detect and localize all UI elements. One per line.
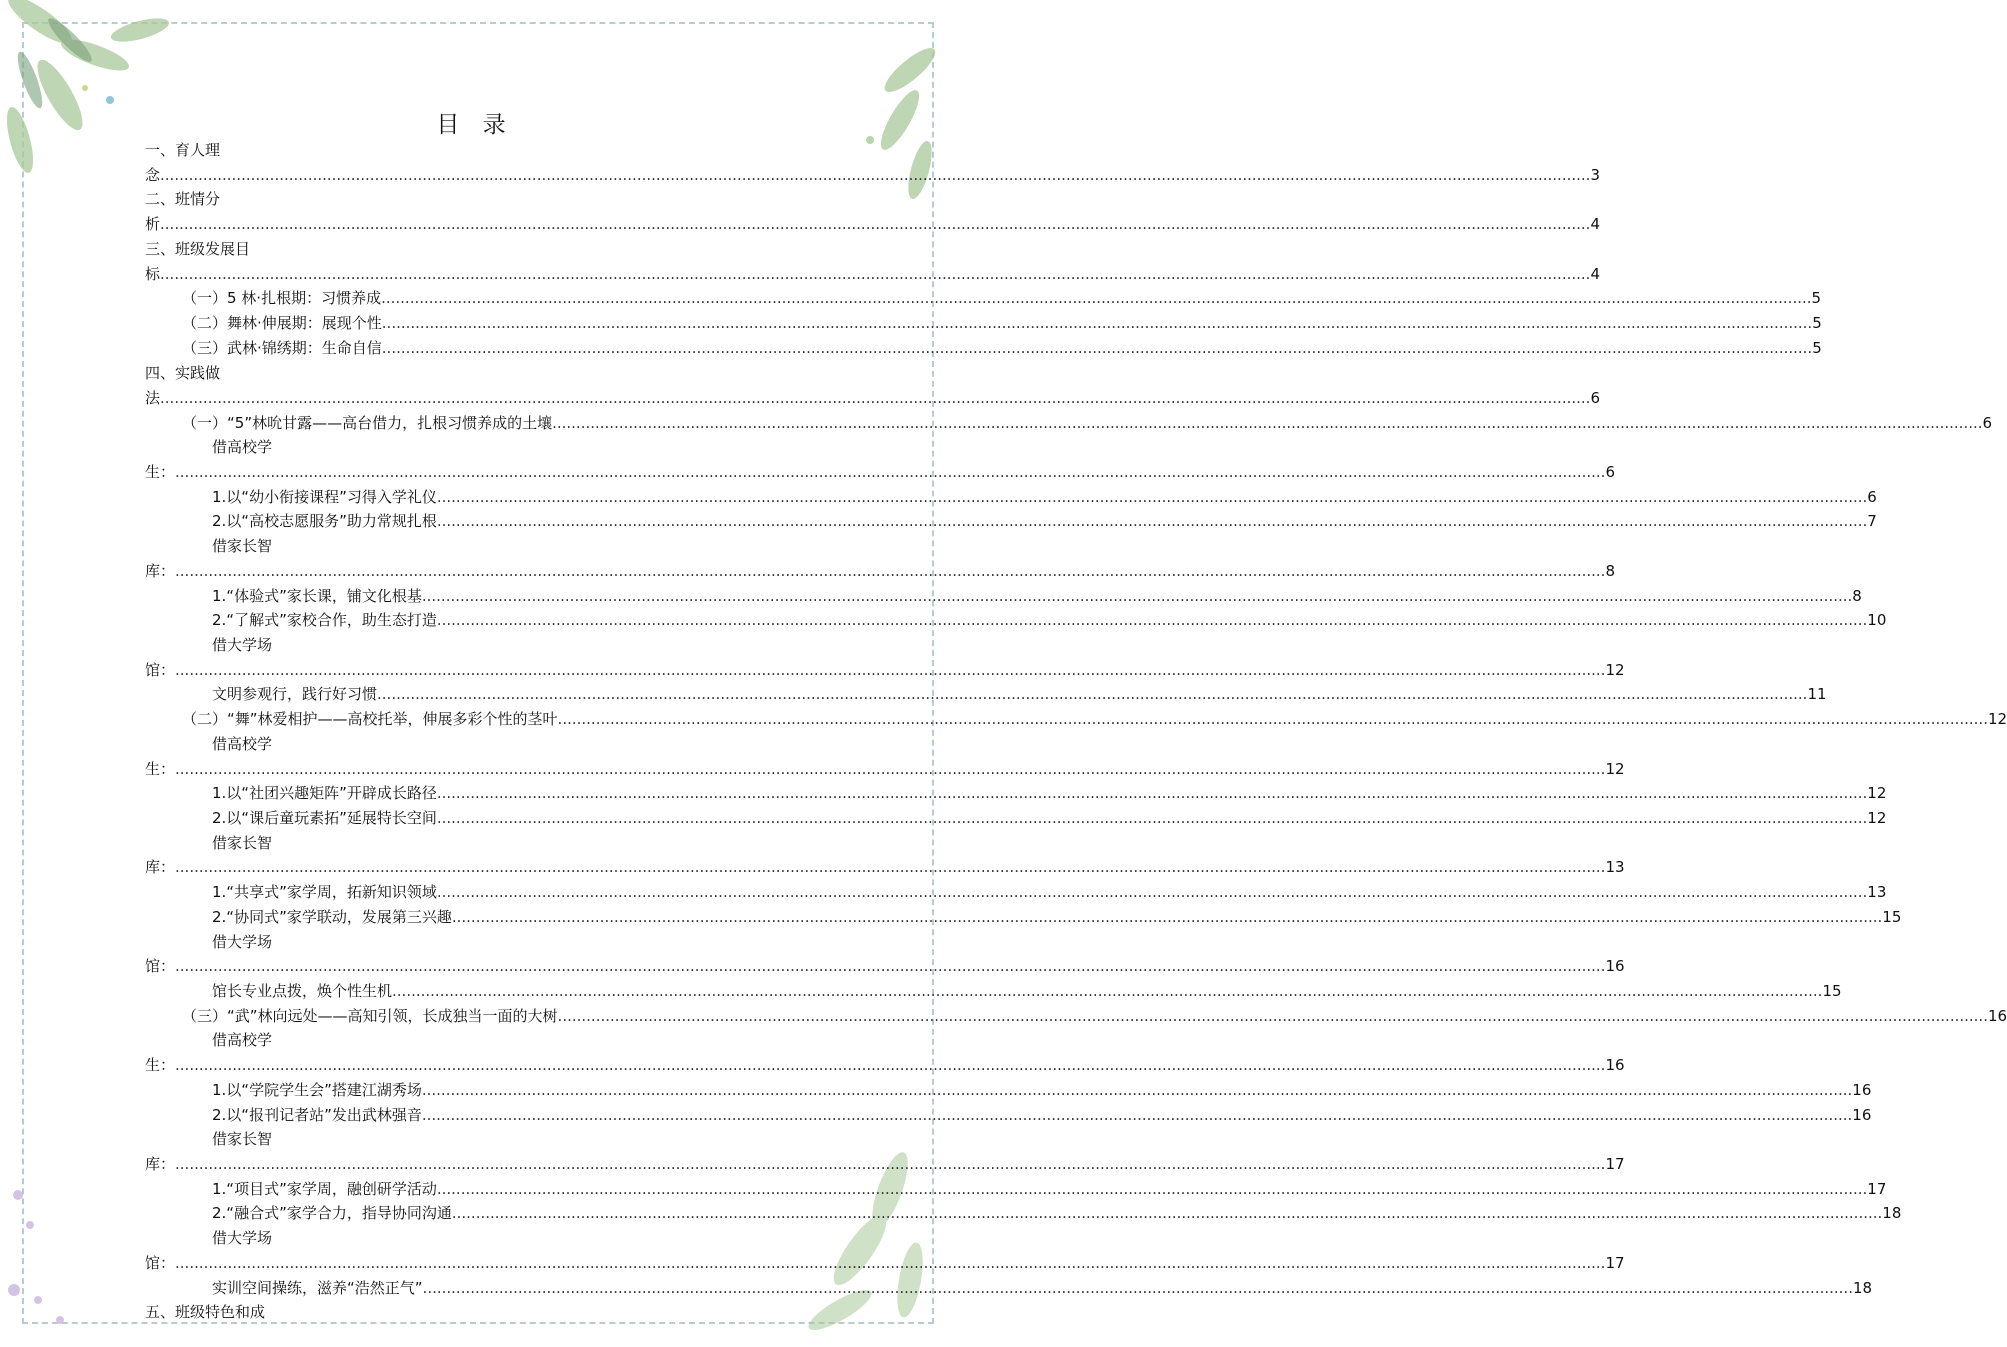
toc-entry[interactable] xyxy=(145,140,220,160)
toc-entry[interactable] xyxy=(145,1253,1625,1273)
toc-entry-title: 借家长智 xyxy=(212,834,273,852)
toc-entry-title: 借大学场 xyxy=(212,1229,273,1247)
toc-page-number: 16 xyxy=(1852,1081,1872,1099)
toc-leader-dots: ............................................................................................................................................................................................................................................................................................................ xyxy=(175,463,1606,481)
toc-page-number: 17 xyxy=(1867,1180,1887,1198)
toc-entry-title: 1.“项目式”家学周，融创研学活动 xyxy=(212,1180,437,1198)
toc-entry[interactable] xyxy=(212,1278,1873,1298)
toc-entry-title: 库： xyxy=(145,562,176,580)
toc-entry[interactable] xyxy=(145,1055,1625,1075)
toc-entry-title: 1.以“学院学生会”搭建江湖秀场 xyxy=(212,1081,422,1099)
toc-entry-title: 馆长专业点拨，焕个性生机 xyxy=(212,982,393,1000)
toc-leader-dots: ............................................................................................................................................................................................................................................................................................................ xyxy=(421,1106,1853,1124)
toc-entry[interactable] xyxy=(182,413,1993,433)
toc-entry[interactable] xyxy=(212,833,272,853)
toc-entry[interactable] xyxy=(212,1179,1887,1199)
toc-leader-dots: ............................................................................................................................................................................................................................................................................................................ xyxy=(557,1007,1988,1025)
toc-entry-title: 馆： xyxy=(145,1254,176,1272)
toc-entry[interactable] xyxy=(145,956,1625,976)
toc-entry[interactable] xyxy=(145,462,1615,482)
toc-entry-title: 三、班级发展目 xyxy=(145,240,251,258)
toc-entry[interactable] xyxy=(212,511,1877,531)
toc-leader-dots: ............................................................................................................................................................................................................................................................................................................ xyxy=(421,1081,1853,1099)
toc-entry-title: 借高校学 xyxy=(212,438,273,456)
toc-entry[interactable] xyxy=(212,536,272,556)
toc-page-number: 6 xyxy=(1867,488,1877,506)
toc-page-number: 17 xyxy=(1605,1254,1625,1272)
toc-page-number: 13 xyxy=(1867,883,1887,901)
toc-entry[interactable] xyxy=(212,734,272,754)
toc-leader-dots: ............................................................................................................................................................................................................................................................................................................ xyxy=(436,488,1868,506)
toc-entry-title: 一、育人理 xyxy=(145,141,221,159)
toc-entry[interactable] xyxy=(212,1080,1872,1100)
toc-entry[interactable] xyxy=(145,759,1625,779)
toc-entry-title: 借大学场 xyxy=(212,933,273,951)
toc-entry[interactable] xyxy=(145,1154,1625,1174)
toc-entry[interactable] xyxy=(212,808,1887,828)
toc-entry-title: （三）武林·锦绣期：生命自信 xyxy=(182,339,382,357)
toc-entry[interactable] xyxy=(182,1006,2007,1026)
toc-entry-title: 生： xyxy=(145,1056,176,1074)
toc-page-number: 18 xyxy=(1852,1279,1873,1297)
toc-entry-title: 馆： xyxy=(145,957,176,975)
toc-leader-dots: ............................................................................................................................................................................................................................................................................................................ xyxy=(557,710,1988,728)
toc-leader-dots: ............................................................................................................................................................................................................................................................................................................ xyxy=(175,858,1606,876)
toc-entry[interactable] xyxy=(212,635,272,655)
toc-entry-title: 2.以“报刊记者站”发出武林强音 xyxy=(212,1106,422,1124)
toc-page-number: 6 xyxy=(1605,463,1615,481)
toc-leader-dots: ............................................................................................................................................................................................................................................................................................................ xyxy=(175,1056,1606,1074)
toc-entry-title: 2.“协同式”家学联动，发展第三兴趣 xyxy=(212,908,452,926)
toc-page-number: 10 xyxy=(1867,611,1887,629)
toc-leader-dots: ............................................................................................................................................................................................................................................................................................................ xyxy=(436,883,1868,901)
toc-page-number: 13 xyxy=(1605,858,1625,876)
toc-leader-dots: ............................................................................................................................................................................................................................................................................................................ xyxy=(175,1155,1606,1173)
toc-leader-dots: ............................................................................................................................................................................................................................................................................................................ xyxy=(436,784,1868,802)
toc-page-number: 12 xyxy=(1867,809,1887,827)
toc-entry[interactable] xyxy=(212,882,1887,902)
toc-entry-title: 1.“共享式”家学周，拓新知识领域 xyxy=(212,883,437,901)
toc-entry[interactable] xyxy=(145,1302,265,1322)
toc-entry[interactable] xyxy=(145,388,1600,408)
toc-entry[interactable] xyxy=(212,437,272,457)
toc-leader-dots: ............................................................................................................................................................................................................................................................................................................ xyxy=(421,587,1853,605)
toc-entry-title: 2.以“高校志愿服务”助力常规扎根 xyxy=(212,512,437,530)
toc-entry-title: 借家长智 xyxy=(212,1130,273,1148)
toc-entry[interactable] xyxy=(182,338,1822,358)
toc-leader-dots: ............................................................................................................................................................................................................................................................................................................ xyxy=(436,1180,1868,1198)
toc-entry[interactable] xyxy=(145,857,1625,877)
toc-entry-title: 念 xyxy=(145,166,161,184)
toc-leader-dots: ............................................................................................................................................................................................................................................................................................................ xyxy=(436,512,1868,530)
toc-page-number: 4 xyxy=(1590,265,1600,283)
toc-entry[interactable] xyxy=(212,487,1877,507)
toc-leader-dots: ............................................................................................................................................................................................................................................................................................................ xyxy=(436,611,1868,629)
toc-page-number: 12 xyxy=(1867,784,1887,802)
toc-page-number: 6 xyxy=(1982,414,1993,432)
toc-entry[interactable] xyxy=(212,1203,1902,1223)
toc-entry-title: 2.以“课后童玩素拓”延展特长空间 xyxy=(212,809,437,827)
toc-entry[interactable] xyxy=(145,363,220,383)
toc-page-number: 5 xyxy=(1812,314,1822,332)
toc-entry-title: 文明参观行，践行好习惯 xyxy=(212,685,378,703)
toc-entry-title: （一）“5”林吮甘露——高台借力，扎根习惯养成的土壤 xyxy=(182,414,553,432)
toc-entry[interactable] xyxy=(145,165,1600,185)
toc-leader-dots: ............................................................................................................................................................................................................................................................................................................ xyxy=(381,314,1813,332)
toc-page-number: 8 xyxy=(1852,587,1862,605)
toc-leader-dots: ............................................................................................................................................................................................................................................................................................................ xyxy=(451,908,1883,926)
toc-entry-title: （三）“武”林向远处——高知引领，长成独当一面的大树 xyxy=(182,1007,558,1025)
toc-page-number: 15 xyxy=(1882,908,1902,926)
toc-entry[interactable] xyxy=(212,907,1902,927)
toc-entry[interactable] xyxy=(212,1228,272,1248)
toc-page-number: 11 xyxy=(1807,685,1827,703)
toc-entry-title: 五、班级特色和成 xyxy=(145,1303,266,1321)
toc-entry-title: 借高校学 xyxy=(212,735,273,753)
toc-leader-dots: ............................................................................................................................................................................................................................................................................................................ xyxy=(160,389,1591,407)
toc-entry[interactable] xyxy=(145,561,1615,581)
toc-page-number: 6 xyxy=(1590,389,1600,407)
toc-entry-title: 标 xyxy=(145,265,161,283)
toc-page-number: 15 xyxy=(1822,982,1842,1000)
toc-leader-dots: ............................................................................................................................................................................................................................................................................................................ xyxy=(160,166,1591,184)
toc-entry[interactable] xyxy=(212,610,1887,630)
toc-entry[interactable] xyxy=(212,783,1887,803)
toc-entry[interactable] xyxy=(145,660,1625,680)
toc-entry[interactable] xyxy=(145,189,220,209)
toc-entry[interactable] xyxy=(145,264,1600,284)
toc-entry[interactable] xyxy=(212,684,1827,704)
toc-entry-title: 生： xyxy=(145,463,176,481)
toc-entry-title: 1.以“幼小衔接课程”习得入学礼仪 xyxy=(212,488,437,506)
toc-entry-title: 库： xyxy=(145,1155,176,1173)
toc-entry-title: 2.“了解式”家校合作，助生态打造 xyxy=(212,611,437,629)
toc-entry-title: 生： xyxy=(145,760,176,778)
toc-leader-dots: ............................................................................................................................................................................................................................................................................................................ xyxy=(422,1279,1853,1297)
page-title: 目 录 xyxy=(436,112,514,138)
toc-entry-title: （一）5 林·扎根期：习惯养成 xyxy=(182,289,382,307)
toc-entry-title: 馆： xyxy=(145,661,176,679)
toc-entry-title: 1.“体验式”家长课，铺文化根基 xyxy=(212,587,422,605)
toc-entry-title: 2.“融合式”家学合力，指导协同沟通 xyxy=(212,1204,452,1222)
toc-page-number: 5 xyxy=(1811,289,1822,307)
toc-page-number: 16 xyxy=(1987,1007,2007,1025)
toc-page-number: 4 xyxy=(1590,215,1600,233)
toc-leader-dots: ............................................................................................................................................................................................................................................................................................................ xyxy=(175,760,1606,778)
toc-page-number: 17 xyxy=(1605,1155,1625,1173)
toc-page-number: 8 xyxy=(1605,562,1615,580)
toc-entry[interactable] xyxy=(182,313,1822,333)
toc-leader-dots: ............................................................................................................................................................................................................................................................................................................ xyxy=(175,562,1606,580)
toc-leader-dots: ............................................................................................................................................................................................................................................................................................................ xyxy=(175,1254,1606,1272)
toc-entry-title: 借大学场 xyxy=(212,636,273,654)
toc-entry[interactable] xyxy=(182,288,1822,308)
toc-leader-dots: ............................................................................................................................................................................................................................................................................................................ xyxy=(160,215,1591,233)
toc-leader-dots: ............................................................................................................................................................................................................................................................................................................ xyxy=(160,265,1591,283)
toc-entry-title: 四、实践做 xyxy=(145,364,221,382)
toc-entry-title: （二）“舞”林爱相护——高校托举，伸展多彩个性的茎叶 xyxy=(182,710,558,728)
toc-page-number: 16 xyxy=(1852,1106,1872,1124)
toc-page-number: 12 xyxy=(1987,710,2007,728)
toc-entry[interactable] xyxy=(212,1030,272,1050)
toc-page-number: 18 xyxy=(1882,1204,1902,1222)
toc-leader-dots: ............................................................................................................................................................................................................................................................................................................ xyxy=(436,809,1868,827)
toc-leader-dots: ............................................................................................................................................................................................................................................................................................................ xyxy=(392,982,1823,1000)
toc-page-number: 7 xyxy=(1867,512,1877,530)
toc-entry-title: （二）舞林·伸展期：展现个性 xyxy=(182,314,382,332)
toc-entry-title: 二、班情分 xyxy=(145,190,221,208)
toc-page-number: 16 xyxy=(1605,957,1625,975)
toc-entry[interactable] xyxy=(212,1129,272,1149)
toc-leader-dots: ............................................................................................................................................................................................................................................................................................................ xyxy=(381,289,1812,307)
toc-page-number: 16 xyxy=(1605,1056,1625,1074)
toc-entry-title: 法 xyxy=(145,389,161,407)
toc-leader-dots: ............................................................................................................................................................................................................................................................................................................ xyxy=(175,661,1606,679)
toc-entry[interactable] xyxy=(212,1105,1872,1125)
toc-entry-title: 借家长智 xyxy=(212,537,273,555)
toc-leader-dots: ............................................................................................................................................................................................................................................................................................................ xyxy=(451,1204,1883,1222)
toc-entry-title: 实训空间操练，滋养“浩然正气” xyxy=(212,1279,423,1297)
toc-entry-title: 库： xyxy=(145,858,176,876)
toc-page-number: 3 xyxy=(1590,166,1600,184)
toc-entry[interactable] xyxy=(182,709,2007,729)
toc-leader-dots: ............................................................................................................................................................................................................................................................................................................ xyxy=(377,685,1808,703)
toc-page-number: 12 xyxy=(1605,760,1625,778)
toc-entry[interactable] xyxy=(212,981,1842,1001)
flower-decoration-left xyxy=(0,1170,80,1340)
toc-leader-dots: ............................................................................................................................................................................................................................................................................................................ xyxy=(175,957,1606,975)
toc-entry-title: 1.以“社团兴趣矩阵”开辟成长路径 xyxy=(212,784,437,802)
toc-entry-title: 借高校学 xyxy=(212,1031,273,1049)
toc-entry-title: 析 xyxy=(145,215,161,233)
toc-entry[interactable] xyxy=(212,586,1862,606)
toc-leader-dots: ............................................................................................................................................................................................................................................................................................................ xyxy=(381,339,1813,357)
toc-entry[interactable] xyxy=(145,214,1600,234)
toc-entry[interactable] xyxy=(212,932,272,952)
toc-page-number: 5 xyxy=(1812,339,1822,357)
toc-leader-dots: ............................................................................................................................................................................................................................................................................................................ xyxy=(552,414,1983,432)
toc-entry[interactable] xyxy=(145,239,250,259)
toc-page-number: 12 xyxy=(1605,661,1625,679)
